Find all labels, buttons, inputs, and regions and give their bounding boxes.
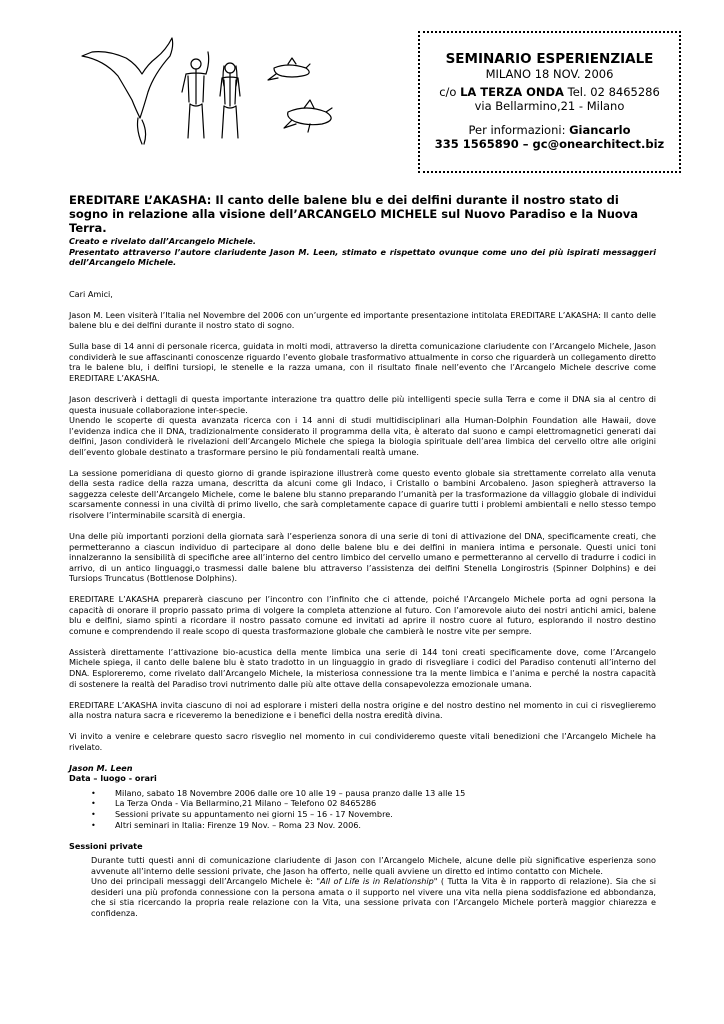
dolphin-icon bbox=[268, 58, 310, 80]
subtitle-presented: Presentato attraverso l’autore clariudente Jason M. Leen, stimato e rispettato ovunque come uno dei più ispirati messaggeri dell’Arcangelo Michele. bbox=[69, 246, 656, 268]
message-intro: Uno dei principali messaggi dell’Arcangelo Michele è: bbox=[91, 876, 317, 887]
body-paragraph: Jason M. Leen visiterà l’Italia nel Novembre del 2006 con un’urgente ed importante presentazione intitolata EREDITARE L’AKASHA: Il canto delle balene blu e dei delfini durante il nostro stato di sogno. bbox=[69, 309, 656, 331]
seminar-city-date: MILANO 18 NOV. 2006 bbox=[485, 67, 614, 81]
schedule-heading: Data – luogo - orari bbox=[69, 773, 157, 784]
message-rest: ( Tutta la Vita è in rapporto di relazione). Sia che si desideri una più profonda connessione con la persona amata o il supporto nel vivere una vita nella piena soddisfazione ed abbondanza, che si stia ricercando la propria reale relazione con la Vita, una sessione privata con l’Arcangelo Michele porterà maggior chiarezza e confidenza. bbox=[91, 876, 657, 918]
message-quote: "All of Life is in Relationship" bbox=[316, 876, 438, 887]
body-paragraph: Assisterà direttamente l’attivazione bio-acustica della mente limbica una serie di 144 toni creati specificamente dove, come l’Arcangelo Michele spiega, il canto delle balene blu è stato tradotto in un linguaggio in grado di risvegliare i codici del Paradiso contenuti all’interno del DNA. Esploreremo, come rivelato dall’Arcangelo Michele, la misteriosa connessione tra la mente limbica e l’anima e perché la nostra capacità di sostenere la realtà del Paradiso trovi nutrimento dalle più alte ottave della consapevolezza emozionale umana. bbox=[69, 646, 656, 689]
whales-dolphins-illustration bbox=[78, 34, 348, 152]
man-figure-icon bbox=[182, 52, 209, 138]
info-label: Per informazioni: bbox=[468, 123, 570, 137]
subtitle-created: Creato e rivelato dall’Arcangelo Michele. bbox=[69, 236, 256, 246]
info-name: Giancarlo bbox=[569, 123, 631, 137]
signature: Jason M. Leen bbox=[69, 762, 133, 773]
list-item: • Milano, sabato 18 Novembre 2006 dalle ore 10 alle 19 – pausa pranzo dalle 13 alle 15 bbox=[115, 788, 656, 799]
body-paragraph: Vi invito a venire e celebrare questo sacro risveglio nel momento in cui condivideremo queste vitali benedizioni che l’Arcangelo Michele ha rivelato. bbox=[69, 731, 656, 752]
list-item: • Altri seminari in Italia: Firenze 19 Nov. – Roma 23 Nov. 2006. bbox=[115, 820, 656, 831]
schedule-list bbox=[69, 788, 656, 830]
seminar-info bbox=[420, 123, 679, 137]
seminar-address: via Bellarmino,21 - Milano bbox=[474, 99, 625, 113]
dolphin-icon bbox=[284, 100, 332, 132]
body-paragraph: La sessione pomeridiana di questo giorno di grande ispirazione illustrerà come questo evento globale sia strettamente correlato alla venuta della sesta radice della razza umana, descritta da alcuni come gli Indaco, i Cristallo o bambini Arcobaleno. Jason spiegherà attraverso la saggezza celeste dell’Arcangelo Michele, come le balene blu stanno preparando l’umanità per la trasformazione da villaggio globale di individui scarsamente connessi in una civiltà di primo livello, che sarà completamente capace di guarire tutti i problemi ambientali e nello stesso tempo risolvere l’interminabile scarsità di energia. bbox=[69, 467, 656, 520]
private-sessions-paragraph: Durante tutti questi anni di comunicazione clariudente di Jason con l’Arcangelo Michele, alcune delle più significative esperienza sono avvenute all’interno delle sessioni private, che Jason ha offerto, nelle quali avviene un diretto ed intimo contatto con Michele. bbox=[91, 855, 656, 876]
whale-tail-icon bbox=[82, 38, 173, 118]
venue-prefix: c/o bbox=[439, 85, 461, 99]
seminar-title: SEMINARIO ESPERIENZIALE bbox=[445, 51, 654, 67]
document-body bbox=[69, 236, 656, 918]
body-paragraph: Una delle più importanti porzioni della giornata sarà l’esperienza sonora di una serie di toni di attivazione del DNA, specificamente creati, che permetteranno a ciascun individuo di partecipare al dono delle balene blu e dei delfini in maniera intima e personale. Questi unici toni innalzeranno la sensibilità di specifiche aree all’interno del centro limbico del cervello umano e permetteranno al cervello di tradurre i codici in arrivo, di un antico linguaggi,o trasmessi dalle balene blu attraverso l’assistenza dei delfini Stenella Longirostris (Spinner Dolphins) e dei Tursiops Truncatus (Bottlenose Dolphins). bbox=[69, 530, 656, 584]
main-title: EREDITARE L’AKASHA: Il canto delle balene blu e dei delfini durante il nostro stato di sogno in relazione alla visione dell’ARCANGELO MICHELE sul Nuovo Paradiso e la Nuova Terra. bbox=[69, 193, 639, 235]
body-paragraph: Unendo le scoperte di questa avanzata ricerca con i 14 anni di studi multidisciplinari alla Human-Dolphin Foundation alle Hawaii, dove l’evidenza indica che il DNA, tradizionalmente considerato il programma della vita, è alterato dal suono e campi elettromagnetici generati dai delfini, Jason condividerà le rivelazioni dell’Arcangelo Michele che spiega la biologia spirituale dell’area limbica del cervello oltre alle origini dell’evento globale destinato a trasformare persino le più fondamentali realtà umane. bbox=[69, 415, 656, 457]
list-item: • Sessioni private su appuntamento nei giorni 15 – 16 - 17 Novembre. bbox=[115, 809, 656, 820]
list-item: • La Terza Onda - Via Bellarmino,21 Milano – Telefono 02 8465286 bbox=[115, 798, 656, 809]
seminar-info-box bbox=[418, 31, 681, 173]
body-paragraph: EREDITARE L’AKASHA preparerà ciascuno per l’incontro con l’infinito che ci attende, poiché l’Arcangelo Michele porta ad ogni persona la capacità di onorare il proprio passato prima di volgere la completa attenzione al futuro. Con l’amorevole aiuto dei nostri antichi amici, balene blu e delfini, siamo spinti a ricordare il nostro passato comune ed invitati ad aprire il nostro cuore al futuro, esplorando il nostro destino comune e comprendendo il reale scopo di questa trasformazione globale che cambierà le nostre vite per sempre. bbox=[69, 594, 656, 636]
seminar-contact: 335 1565890 – gc@onearchitect.biz bbox=[434, 137, 665, 151]
private-sessions-heading: Sessioni private bbox=[69, 840, 143, 851]
seminar-venue bbox=[420, 85, 679, 99]
body-paragraph: Sulla base di 14 anni di personale ricerca, guidata in molti modi, attraverso la diretta comunicazione clariudente con l’Arcangelo Michele, Jason condividerà le sue affascinanti conoscenze riguardo l’evento globale trasformativo attualmente in corso che riguarderà un collegamento diretto tra le balene blu, i delfini tursiopi, le stenelle e la razza umana, con il risultato finale nell’evento che l’Arcangelo Michele descrive come EREDITARE L’AKASHA. bbox=[69, 341, 656, 383]
venue-tel: Tel. 02 8465286 bbox=[563, 85, 660, 99]
private-sessions-message bbox=[69, 876, 656, 918]
venue-name: LA TERZA ONDA bbox=[460, 85, 564, 99]
woman-figure-icon bbox=[220, 63, 240, 138]
body-paragraph: Jason descriverà i dettagli di questa importante interazione tra quattro delle più intelligenti specie sulla Terra e come il DNA sia al centro di questa inusuale collaborazione inter-specie. bbox=[69, 393, 656, 415]
greeting: Cari Amici, bbox=[69, 288, 113, 299]
body-paragraph: EREDITARE L’AKASHA invita ciascuno di noi ad esplorare i misteri della nostra origine e del nostro destino nel momento in cui ci risveglieremo alla nostra natura sacra e riceveremo la benedizione e i benefici della nostra eredità divina. bbox=[69, 699, 656, 721]
